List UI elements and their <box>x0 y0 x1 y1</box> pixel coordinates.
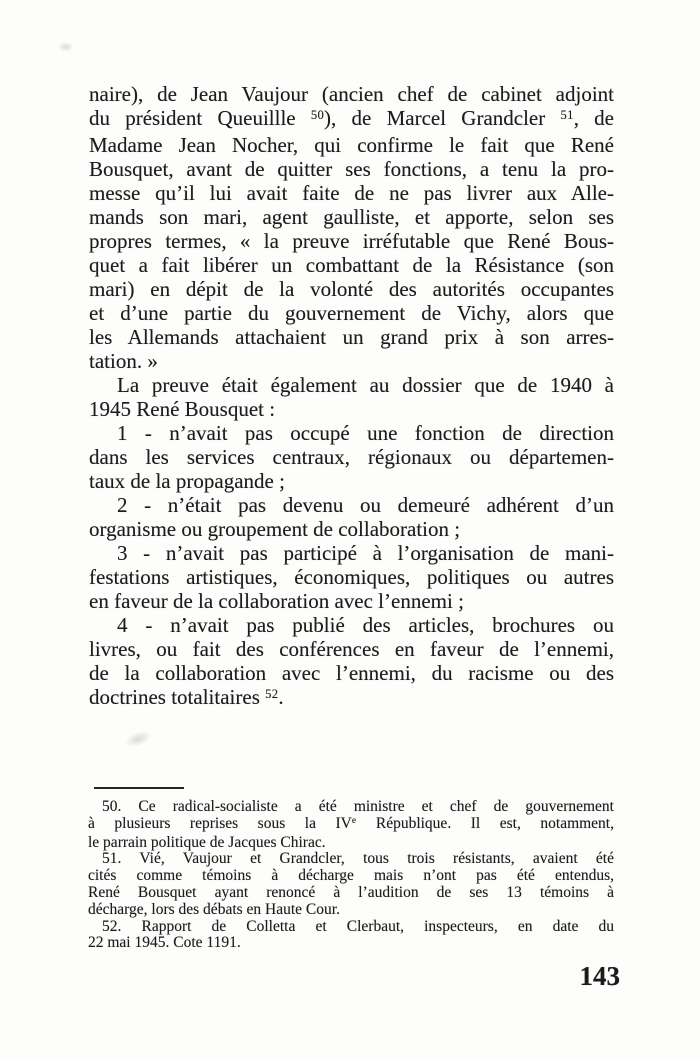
text-segment: mari) en dépit de la volonté des autorités occupantes <box>89 277 614 301</box>
text-segment: 1 - n’avait pas occupé une fonction de direction <box>117 421 614 445</box>
text-segment: La preuve était également au dossier que de 1940 à <box>117 373 614 397</box>
text-line <box>88 935 614 952</box>
text-segment: , de <box>573 106 614 130</box>
text-segment: les Allemands attachaient un grand prix à son arres- <box>89 325 614 349</box>
text-segment: 2 - n’était pas devenu ou demeuré adhérent d’un <box>117 493 614 517</box>
superscript-ref: 52 <box>265 686 279 701</box>
text-line <box>88 885 614 902</box>
text-line <box>89 517 614 541</box>
text-segment: le parrain politique de Jacques Chirac. <box>88 833 326 851</box>
text-segment: dans les services centraux, régionaux ou départemen- <box>89 445 614 469</box>
text-line <box>88 868 614 885</box>
text-line <box>89 181 614 205</box>
text-line <box>89 637 614 661</box>
text-line <box>89 445 614 469</box>
text-segment: de la collaboration avec l’ennemi, du racisme ou des <box>89 661 614 685</box>
superscript-ref: e <box>351 816 357 827</box>
text-line <box>89 541 614 565</box>
text-line <box>89 277 614 301</box>
footnotes <box>88 799 614 952</box>
text-segment: du président Queuillle <box>89 106 311 130</box>
text-line <box>88 919 614 936</box>
text-segment: messe qu’il lui avait faite de ne pas livrer aux Alle- <box>89 181 614 205</box>
text-segment: naire), de Jean Vaujour (ancien chef de cabinet adjoint <box>89 82 614 106</box>
text-segment: 51. Vié, Vaujour et Grandcler, tous trois résistants, avaient été <box>102 850 614 868</box>
text-line <box>88 851 614 868</box>
text-line <box>89 157 614 181</box>
text-segment: propres termes, « la preuve irréfutable que René Bous- <box>89 229 614 253</box>
text-line <box>89 133 614 157</box>
footnote-separator <box>94 787 184 789</box>
text-segment: 1945 René Bousquet : <box>89 397 276 421</box>
text-segment: et d’une partie du gouvernement de Vichy, alors que <box>89 301 614 325</box>
superscript-ref: 51 <box>560 107 574 122</box>
text-line <box>89 205 614 229</box>
text-line <box>89 685 614 712</box>
text-line <box>89 661 614 685</box>
text-line <box>89 325 614 349</box>
text-segment: . <box>278 685 284 709</box>
text-line <box>89 613 614 637</box>
scan-smudge <box>122 728 153 751</box>
text-segment: doctrines totalitaires <box>89 685 266 709</box>
text-segment: livres, ou fait des conférences en faveur de l’ennemi, <box>89 637 614 661</box>
text-segment: organisme ou groupement de collaboration ; <box>89 517 461 541</box>
text-segment: en faveur de la collaboration avec l’ennemi ; <box>89 589 464 613</box>
text-line <box>89 397 614 421</box>
scan-smudge <box>58 42 74 52</box>
body-text <box>89 82 614 712</box>
text-line <box>89 421 614 445</box>
text-segment: à plusieurs reprises sous la IV <box>88 814 352 832</box>
superscript-ref: 50 <box>310 107 325 122</box>
text-segment: Madame Jean Nocher, qui confirme le fait que René <box>89 133 614 157</box>
text-segment: Bousquet, avant de quitter ses fonctions, a tenu la pro- <box>89 157 614 181</box>
text-line <box>89 106 614 133</box>
text-line <box>88 835 614 852</box>
text-line <box>88 816 614 835</box>
text-line <box>89 253 614 277</box>
text-line <box>88 799 614 816</box>
text-line <box>89 565 614 589</box>
text-segment: festations artistiques, économiques, politiques ou autres <box>89 565 614 589</box>
text-segment: taux de la propagande ; <box>89 469 285 493</box>
text-segment: cités comme témoins à décharge mais n’ont pas été entendus, <box>88 867 614 885</box>
text-segment: 22 mai 1945. Cote 1191. <box>88 934 241 952</box>
text-segment: 50. Ce radical-socialiste a été ministre et chef de gouvernement <box>102 798 614 815</box>
text-segment: décharge, lors des débats en Haute Cour. <box>88 900 340 918</box>
text-line <box>89 82 614 106</box>
text-line <box>88 902 614 919</box>
page-number: 143 <box>579 961 620 991</box>
text-segment: 52. Rapport de Colletta et Clerbaut, inspecteurs, en date du <box>102 917 614 935</box>
text-segment: quet a fait libérer un combattant de la Résistance (son <box>89 253 614 277</box>
text-line <box>89 349 614 373</box>
text-segment: tation. » <box>89 349 158 373</box>
text-segment: ), de Marcel Grandcler <box>324 106 561 130</box>
text-line <box>89 301 614 325</box>
text-segment: René Bousquet ayant renoncé à l’audition de ses 13 témoins à <box>88 883 614 901</box>
text-segment: mands son mari, agent gaulliste, et apporte, selon ses <box>89 205 614 229</box>
text-segment: République. Il est, notamment, <box>356 814 614 832</box>
text-line <box>89 493 614 517</box>
text-line <box>89 373 614 397</box>
text-segment: 4 - n’avait pas publié des articles, brochures ou <box>117 613 614 637</box>
text-line <box>89 469 614 493</box>
text-segment: 3 - n’avait pas participé à l’organisation de mani- <box>117 541 614 565</box>
text-line <box>89 229 614 253</box>
text-line <box>89 589 614 613</box>
